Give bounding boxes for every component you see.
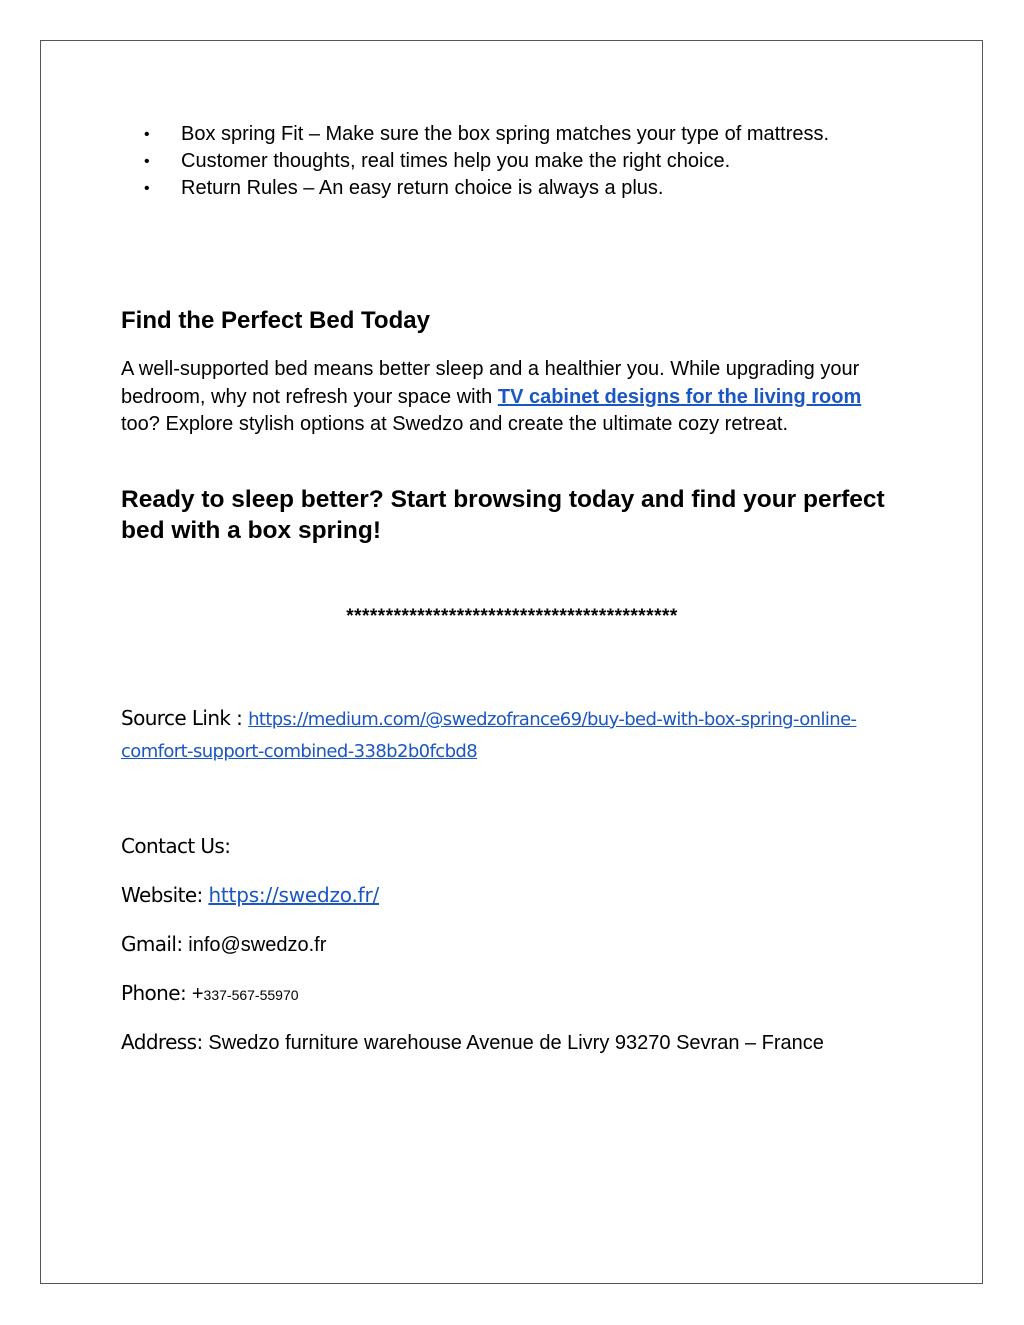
phone-value: 337-567-55970 xyxy=(203,987,299,1003)
gmail-label: Gmail: xyxy=(121,932,189,956)
tv-cabinet-link[interactable]: TV cabinet designs for the living room xyxy=(497,385,862,408)
list-item xyxy=(140,175,860,202)
address-row xyxy=(121,1027,891,1059)
list-item xyxy=(140,121,860,148)
address-value: Swedzo furniture warehouse Avenue de Livry 93270 Sevran – France xyxy=(208,1032,824,1054)
source-label: Source Link : xyxy=(121,706,249,730)
bullet-text: Customer thoughts, real times help you make the right choice. xyxy=(181,150,731,172)
bullet-list xyxy=(140,121,860,202)
phone-row xyxy=(121,978,299,1010)
bullet-icon: • xyxy=(144,153,150,170)
page-border xyxy=(40,40,983,1284)
phone-plus: + xyxy=(191,983,204,1005)
website-label: Website: xyxy=(121,883,209,907)
divider: ****************************************** xyxy=(346,606,678,627)
bullet-text: Box spring Fit – Make sure the box spring matches your type of mattress. xyxy=(181,123,830,145)
list-item xyxy=(140,148,860,175)
contact-heading-text: Contact Us: xyxy=(121,834,231,858)
bullet-text: Return Rules – An easy return choice is always a plus. xyxy=(181,177,664,199)
cta-heading: Ready to sleep better? Start browsing today and find your perfect bed with a box spring! xyxy=(121,486,885,544)
source-link[interactable]: https://medium.com/@swedzofrance69/buy-bed-with-box-spring-online-comfort-support-combined-338b2b0fcbd8 xyxy=(121,709,857,762)
website-link[interactable]: https://swedzo.fr/ xyxy=(208,883,380,907)
bullet-icon: • xyxy=(144,126,150,143)
body-paragraph xyxy=(121,356,881,439)
bullet-icon: • xyxy=(144,180,150,197)
address-label: Address: xyxy=(121,1030,209,1054)
gmail-value: info@swedzo.fr xyxy=(188,934,327,956)
para-text: A well-supported bed means better sleep and a healthier you. While upgrading your bedroom, why not refresh your space with xyxy=(121,358,860,408)
section-heading: Find the Perfect Bed Today xyxy=(121,307,430,334)
gmail-row xyxy=(121,929,326,960)
contact-heading xyxy=(121,831,230,862)
website-row xyxy=(121,880,379,911)
source-link-block xyxy=(121,703,901,767)
phone-label: Phone: xyxy=(121,981,192,1005)
para-text: too? Explore stylish options at Swedzo and create the ultimate cozy retreat. xyxy=(121,413,789,435)
